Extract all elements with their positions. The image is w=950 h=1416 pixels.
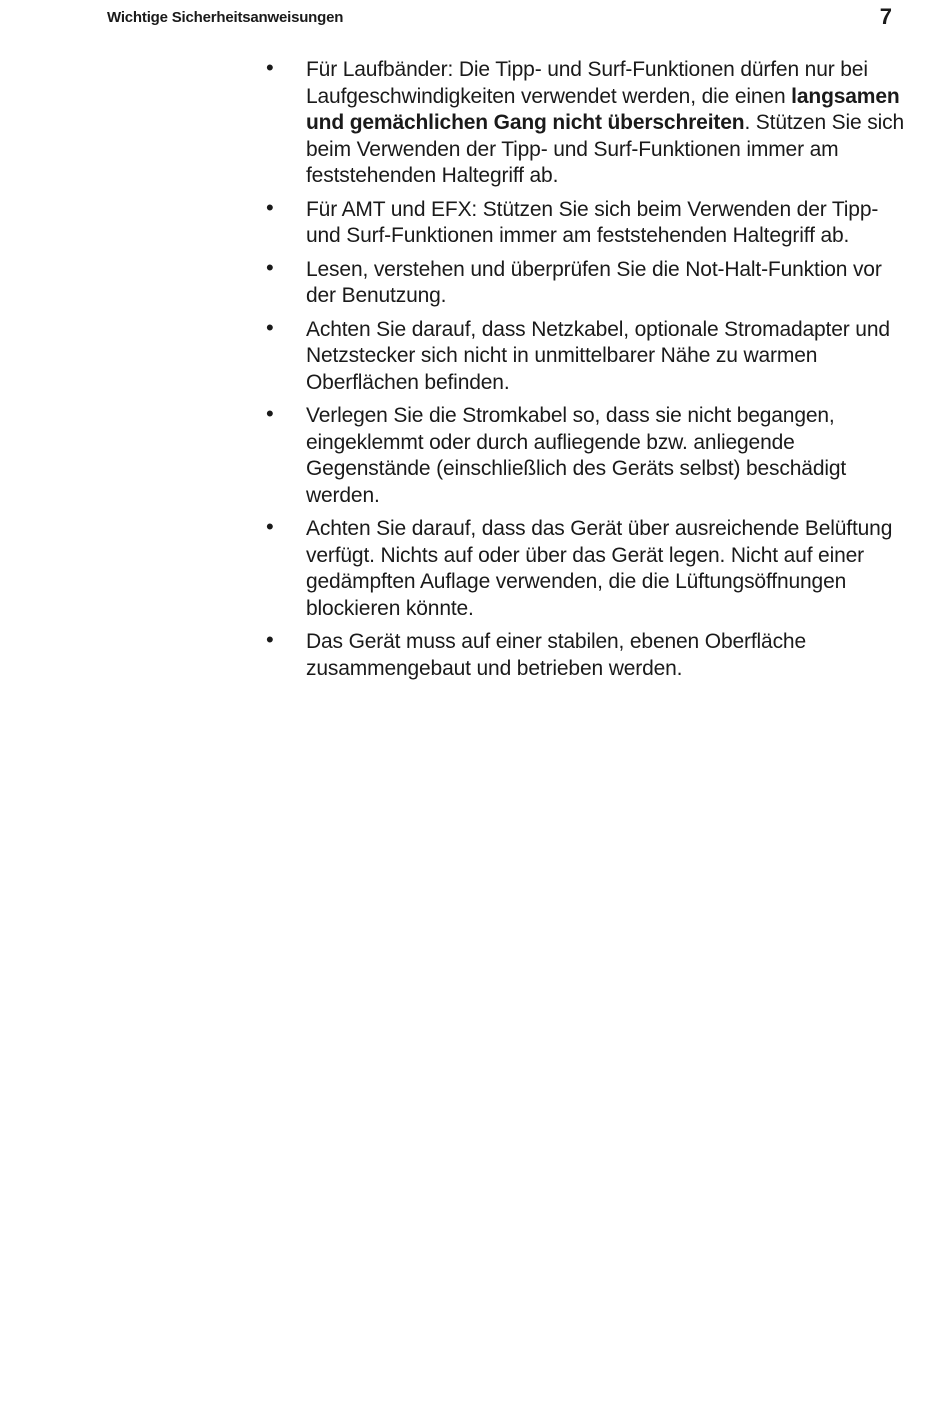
running-title: Wichtige Sicherheitsanweisungen bbox=[107, 9, 344, 26]
list-item bbox=[266, 629, 906, 682]
safety-instructions-list bbox=[266, 57, 906, 689]
list-item bbox=[266, 403, 906, 509]
item-text: Für AMT und EFX: Stützen Sie sich beim Verwenden der Tipp- und Surf-Funktionen immer am feststehenden Haltegriff ab. bbox=[306, 197, 879, 247]
bullet-icon: • bbox=[266, 55, 274, 80]
page-number: 7 bbox=[879, 4, 892, 29]
list-item bbox=[266, 254, 906, 310]
item-text: Achten Sie darauf, dass das Gerät über ausreichende Belüftung verfügt. Nichts auf oder über das Gerät legen. Nicht auf einer gedämpften Auflage verwenden, die die Lüftungsöffnungen blockieren könnte. bbox=[306, 517, 893, 620]
list-item bbox=[266, 194, 906, 250]
item-text: Verlegen Sie die Stromkabel so, dass sie nicht begangen, eingeklemmt oder durch aufliegende bzw. anliegende Gegenstände (einschließlich des Geräts selbst) beschädigt werden. bbox=[306, 404, 847, 507]
bullet-icon: • bbox=[266, 194, 274, 220]
item-text: Lesen, verstehen und überprüfen Sie die Not-Halt-Funktion vor der Benutzung. bbox=[306, 257, 882, 307]
bullet-icon: • bbox=[266, 401, 274, 426]
item-text: Achten Sie darauf, dass Netzkabel, optionale Stromadapter und Netzstecker sich nicht in unmittelbarer Nähe zu warmen Oberflächen befinden. bbox=[306, 317, 890, 394]
list-item bbox=[266, 314, 906, 397]
bullet-icon: • bbox=[266, 627, 274, 652]
bullet-icon: • bbox=[266, 514, 274, 539]
item-text-lead: Für Laufbänder: Die Tipp- und Surf-Funktionen dürfen nur bei Laufgeschwindigkeiten verwendet werden, die einen bbox=[306, 58, 868, 108]
page-header bbox=[0, 0, 950, 40]
list-item bbox=[266, 57, 906, 190]
bullet-icon: • bbox=[266, 314, 274, 340]
item-text: Das Gerät muss auf einer stabilen, ebenen Oberfläche zusammengebaut und betrieben werden. bbox=[306, 630, 806, 680]
bullet-icon: • bbox=[266, 254, 274, 280]
item-text-emphasis: langsamen und gemächlichen Gang nicht überschreiten bbox=[306, 84, 900, 134]
list-item bbox=[266, 516, 906, 622]
item-text-tail: . Stützen Sie sich beim Verwenden der Tipp- und Surf-Funktionen immer am feststehenden Haltegriff ab. bbox=[306, 111, 904, 187]
